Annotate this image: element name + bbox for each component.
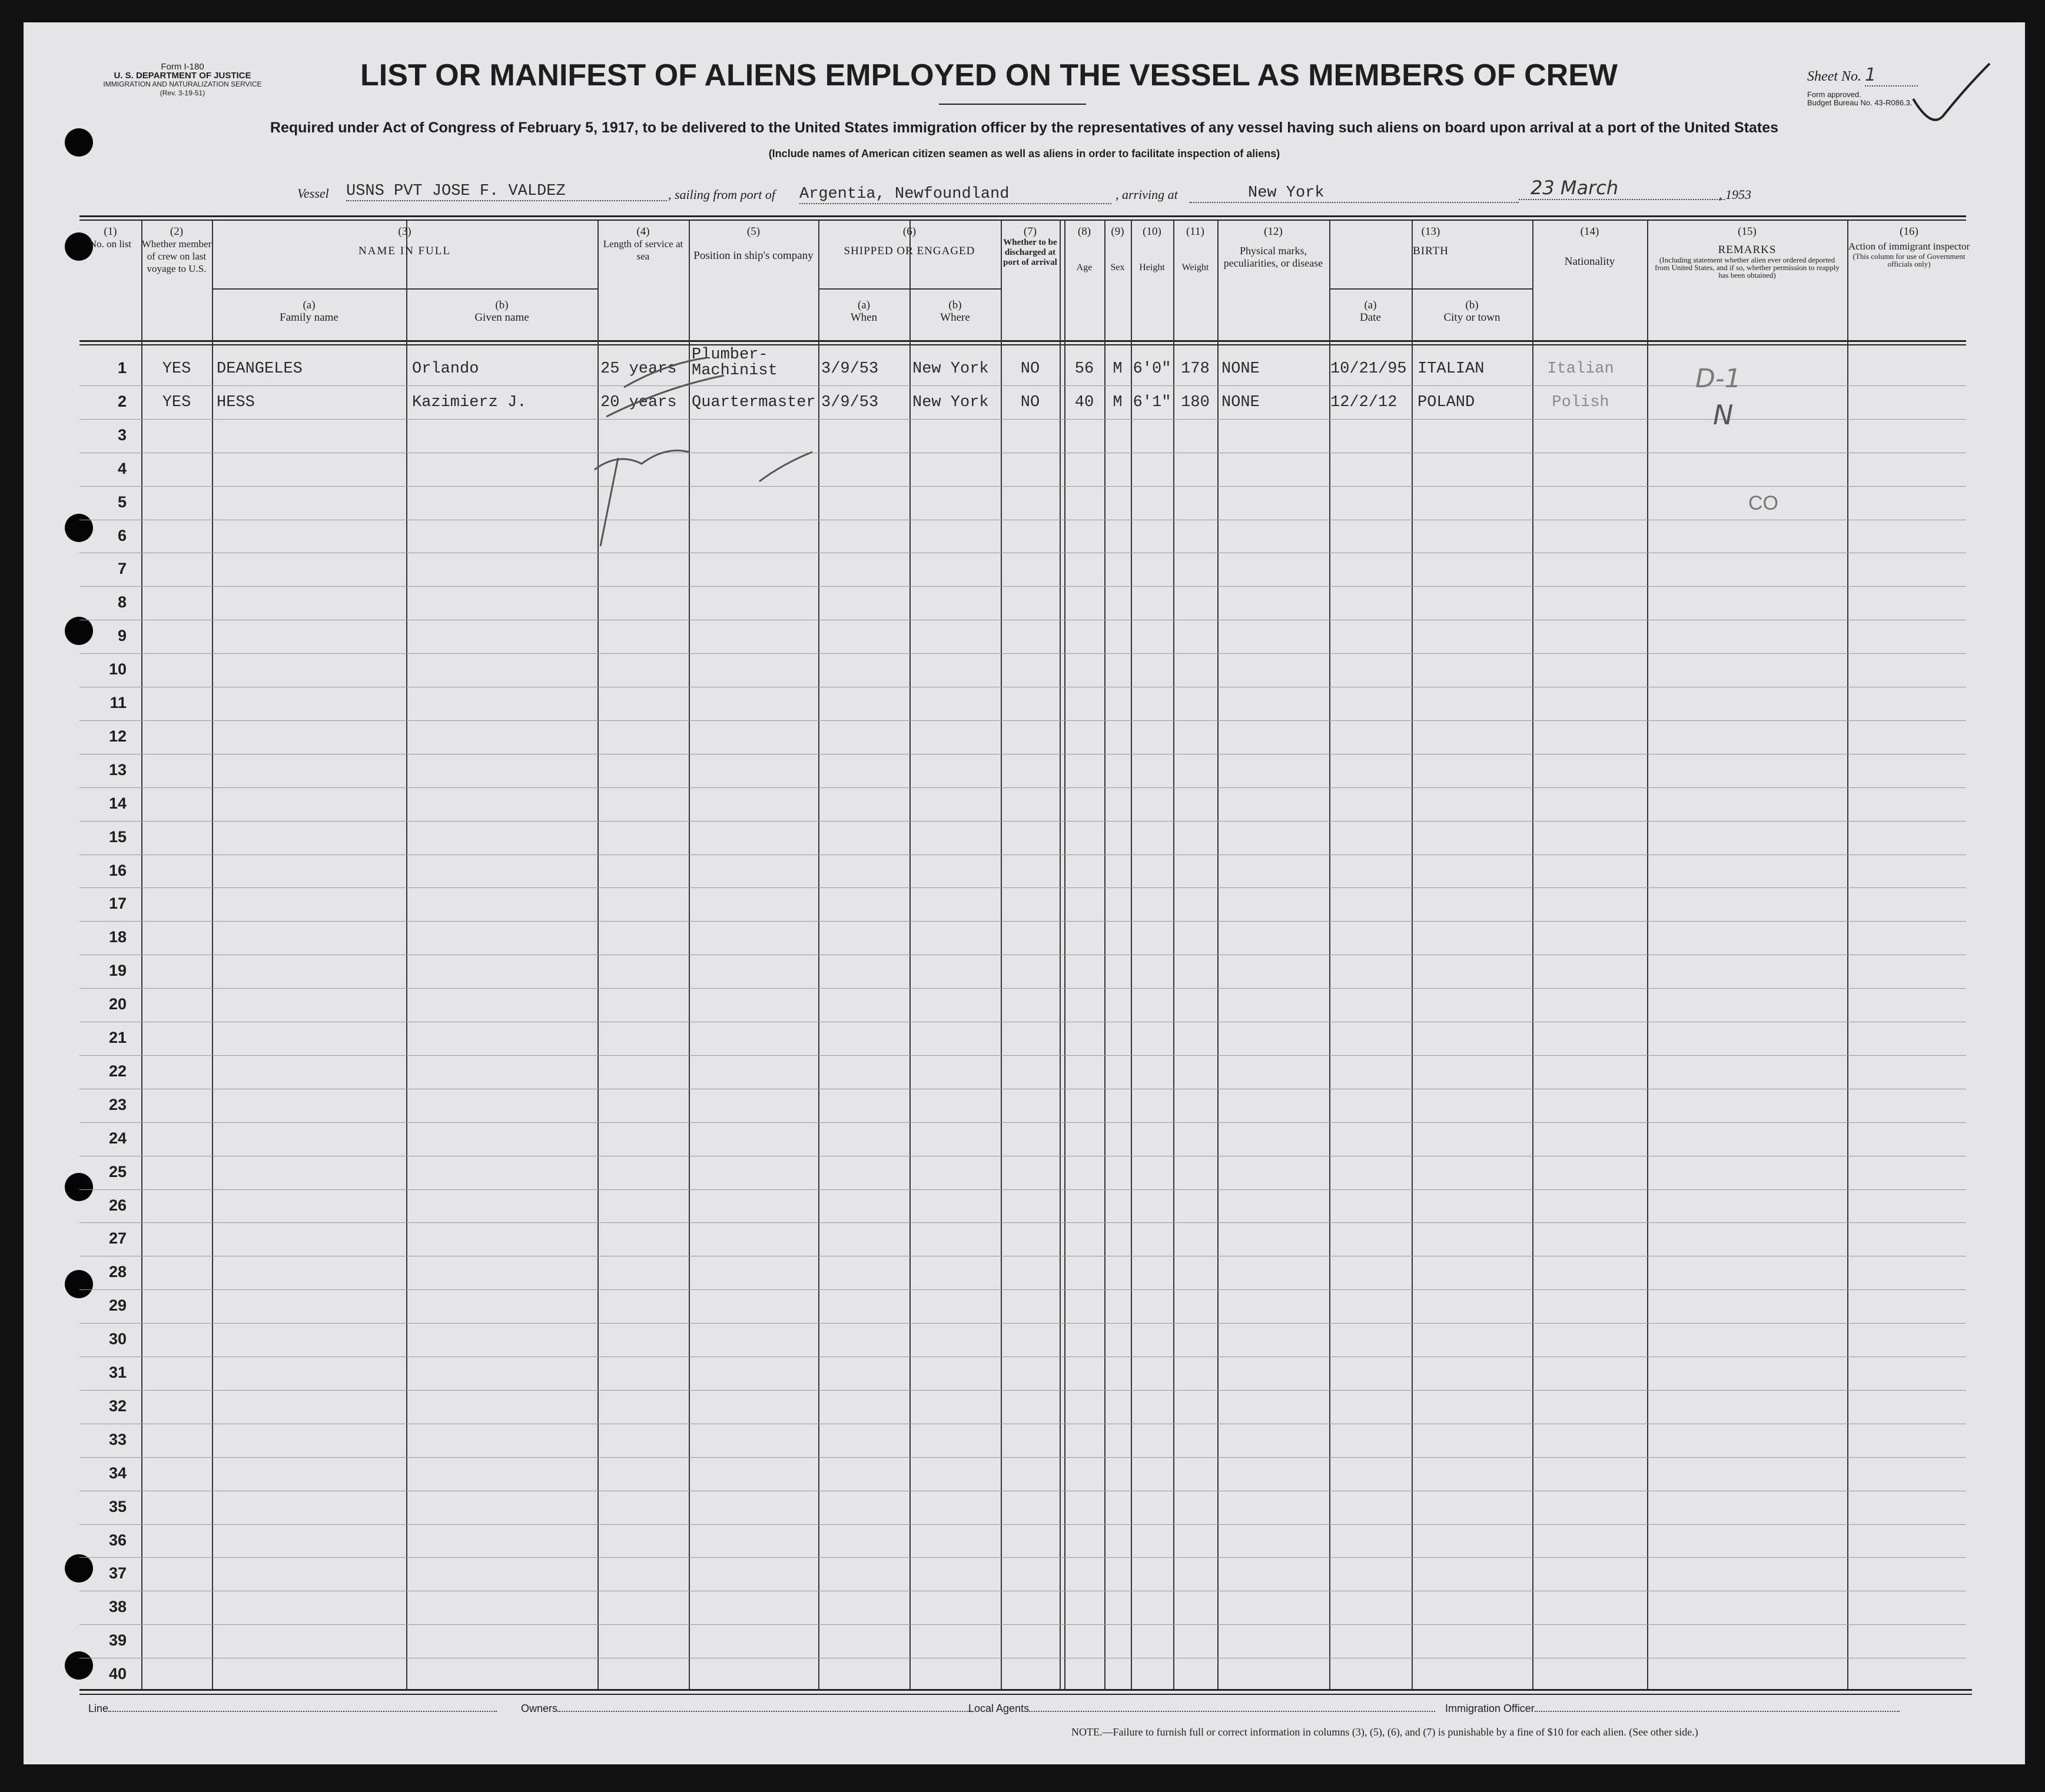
row-number: 37 bbox=[108, 1564, 127, 1582]
col8-header: (8) Age bbox=[1076, 225, 1093, 272]
row-rule bbox=[79, 1524, 1966, 1525]
row-rule bbox=[79, 887, 1966, 888]
footer-line: Line bbox=[88, 1703, 497, 1715]
vessel-label: Vessel bbox=[297, 186, 329, 201]
row-number: 36 bbox=[108, 1531, 127, 1549]
row-number: 35 bbox=[108, 1497, 127, 1515]
row-number: 32 bbox=[108, 1397, 127, 1415]
col3-header: (3) NAME IN FULL bbox=[358, 225, 451, 257]
row-number: 22 bbox=[108, 1062, 127, 1080]
cell-family-name: HESS bbox=[217, 393, 255, 411]
handwritten-remark-2: N bbox=[1713, 399, 1734, 431]
row-rule bbox=[79, 1222, 1966, 1223]
sheet-number-value: 1 bbox=[1865, 65, 1918, 87]
cell-marks: NONE bbox=[1221, 360, 1260, 378]
row-number: 39 bbox=[108, 1631, 127, 1650]
form-approval: Form approved. Budget Bureau No. 43-R086.3. bbox=[1807, 90, 1913, 107]
cell-nationality: Polish bbox=[1552, 393, 1609, 411]
cell-service: 25 years bbox=[600, 360, 677, 378]
arriving-label: , arriving at bbox=[1116, 187, 1178, 202]
cell-birth-city: ITALIAN bbox=[1417, 360, 1485, 378]
cell-sex: M bbox=[1113, 360, 1123, 378]
footer-note: NOTE.—Failure to furnish full or correct information in columns (3), (5), (6), and (7) is punishable by a fine of $10 for each alien. (See other side.) bbox=[1071, 1726, 1698, 1738]
row-number: 1 bbox=[117, 359, 127, 377]
row-number: 27 bbox=[108, 1229, 127, 1248]
col6b-header: (b) Where bbox=[940, 299, 970, 324]
cell-birth-date: 12/2/12 bbox=[1330, 393, 1397, 411]
row-rule bbox=[79, 921, 1966, 922]
row-number: 17 bbox=[108, 895, 127, 913]
subheader-rule bbox=[1329, 288, 1532, 290]
row-number: 40 bbox=[108, 1665, 127, 1683]
row-number: 10 bbox=[108, 660, 127, 679]
row-number: 16 bbox=[108, 861, 127, 879]
cell-age: 40 bbox=[1074, 393, 1094, 411]
subheader-rule bbox=[818, 288, 1001, 290]
row-number: 23 bbox=[108, 1095, 127, 1113]
row-number: 14 bbox=[108, 794, 127, 812]
cell-nationality: Italian bbox=[1547, 360, 1614, 378]
row-number: 2 bbox=[117, 392, 127, 410]
col6-header: (6) SHIPPED OR ENGAGED bbox=[844, 225, 975, 257]
cell-marks: NONE bbox=[1221, 393, 1260, 411]
row-number: 9 bbox=[117, 627, 127, 645]
cell-age: 56 bbox=[1074, 360, 1094, 378]
row-rule bbox=[79, 787, 1966, 788]
cell-where: New York bbox=[912, 393, 989, 411]
cell-sex: M bbox=[1113, 393, 1123, 411]
cell-last-voyage: YES bbox=[162, 393, 191, 411]
row-rule bbox=[79, 821, 1966, 822]
row-rule bbox=[79, 385, 1966, 386]
col9-header: (9) Sex bbox=[1110, 225, 1125, 272]
row-number: 25 bbox=[108, 1162, 127, 1181]
cell-last-voyage: YES bbox=[162, 360, 191, 378]
col5-header: (5) Position in ship's company bbox=[693, 225, 814, 262]
row-rule bbox=[79, 1457, 1966, 1458]
row-rule bbox=[79, 653, 1966, 654]
department: U. S. DEPARTMENT OF JUSTICE bbox=[114, 71, 251, 81]
row-number: 6 bbox=[117, 526, 127, 544]
row-rule bbox=[79, 1122, 1966, 1123]
col11-header: (11) Weight bbox=[1181, 225, 1209, 272]
handwritten-remark-1: D-1 bbox=[1695, 364, 1741, 394]
col13a-header: (a) Date bbox=[1360, 299, 1381, 324]
cell-service: 20 years bbox=[600, 393, 677, 411]
arriving-port: New York bbox=[1189, 184, 1519, 203]
row-number: 29 bbox=[108, 1296, 127, 1315]
row-rule bbox=[79, 1323, 1966, 1324]
row-number: 5 bbox=[117, 493, 127, 511]
revision: (Rev. 3-19-51) bbox=[160, 89, 205, 97]
vessel-name: USNS PVT JOSE F. VALDEZ bbox=[346, 182, 667, 201]
arrival-date: 23 March bbox=[1519, 177, 1725, 200]
row-number: 7 bbox=[117, 560, 127, 578]
row-rule bbox=[79, 486, 1966, 487]
cell-when: 3/9/53 bbox=[821, 393, 879, 411]
cell-where: New York bbox=[912, 360, 989, 378]
row-rule bbox=[79, 988, 1966, 989]
row-number: 34 bbox=[108, 1464, 127, 1482]
col10-header: (10) Height bbox=[1139, 225, 1165, 272]
service: IMMIGRATION AND NATURALIZATION SERVICE bbox=[103, 80, 262, 88]
col2-header: (2) Whether member of crew on last voyage to U.S. bbox=[141, 225, 212, 274]
sailing-port: Argentia, Newfoundland bbox=[799, 185, 1111, 204]
handwritten-scribble bbox=[571, 352, 818, 552]
row-rule bbox=[79, 1289, 1966, 1290]
row-number: 4 bbox=[117, 459, 127, 477]
col13b-header: (b) City or town bbox=[1443, 299, 1500, 324]
legal-notice: Required under Act of Congress of February 5, 1917, to be delivered to the United States immigration officer by the representatives of any vessel having such aliens on board upon arrival at a port of the United States bbox=[270, 119, 1779, 136]
col14-header: (14) Nationality bbox=[1564, 225, 1615, 268]
row-rule bbox=[79, 1624, 1966, 1625]
col6a-header: (a) When bbox=[850, 299, 878, 324]
sheet-number: Sheet No. 1 bbox=[1807, 65, 1918, 87]
cell-height: 6'1" bbox=[1133, 393, 1171, 411]
row-number: 24 bbox=[108, 1129, 127, 1147]
row-number: 19 bbox=[108, 962, 127, 980]
row-number: 13 bbox=[108, 760, 127, 779]
row-rule bbox=[79, 1055, 1966, 1056]
row-number: 8 bbox=[117, 593, 127, 611]
row-number: 3 bbox=[117, 425, 127, 444]
footer-immigration-officer: Immigration Officer bbox=[1445, 1703, 1900, 1715]
form-number: Form I-180 bbox=[161, 62, 204, 72]
cell-position: Plumber-Machinist bbox=[692, 346, 778, 380]
col16-header: (16) Action of immigrant inspector (This column for use of Government officials only) bbox=[1848, 225, 1970, 268]
row-number: 18 bbox=[108, 928, 127, 946]
arrival-year: , 1953 bbox=[1719, 187, 1751, 202]
col13-header: (13) BIRTH bbox=[1413, 225, 1449, 257]
cell-discharged: NO bbox=[1020, 360, 1040, 378]
row-number: 38 bbox=[108, 1598, 127, 1616]
row-number: 11 bbox=[109, 694, 127, 712]
row-rule bbox=[79, 1390, 1966, 1391]
cell-when: 3/9/53 bbox=[821, 360, 879, 378]
page-title: LIST OR MANIFEST OF ALIENS EMPLOYED ON THE VESSEL AS MEMBERS OF CREW bbox=[360, 58, 1618, 92]
cell-weight: 180 bbox=[1181, 393, 1210, 411]
include-notice: (Include names of American citizen seamen as well as aliens in order to facilitate inspection of aliens) bbox=[768, 148, 1280, 159]
cell-family-name: DEANGELES bbox=[217, 360, 303, 378]
footer-owners: Owners bbox=[521, 1703, 970, 1715]
col3b-header: (b) Given name bbox=[474, 299, 529, 324]
faint-stamp: CO bbox=[1748, 492, 1778, 514]
col12-header: (12) Physical marks, peculiarities, or disease bbox=[1223, 225, 1323, 269]
col4-header: (4) Length of service at sea bbox=[603, 225, 683, 262]
footer-local-agents: Local Agents bbox=[968, 1703, 1435, 1715]
cell-weight: 178 bbox=[1181, 360, 1210, 378]
cell-given-name: Kazimierz J. bbox=[412, 393, 527, 411]
row-number: 28 bbox=[108, 1263, 127, 1281]
manifest-grid bbox=[24, 22, 2025, 1764]
col7-header: (7) Whether to be discharged at port of arrival bbox=[1003, 225, 1057, 267]
row-number: 31 bbox=[108, 1364, 127, 1381]
row-number: 20 bbox=[108, 995, 127, 1013]
cell-discharged: NO bbox=[1020, 393, 1040, 411]
row-rule bbox=[79, 419, 1966, 420]
cell-given-name: Orlando bbox=[412, 360, 479, 378]
sailing-label: , sailing from port of bbox=[668, 187, 775, 202]
subheader-rule bbox=[212, 288, 597, 290]
row-number: 33 bbox=[108, 1430, 127, 1448]
row-number: 12 bbox=[108, 727, 127, 745]
row-rule bbox=[79, 1189, 1966, 1190]
row-number: 26 bbox=[108, 1196, 127, 1214]
cell-position: Quartermaster bbox=[692, 393, 816, 411]
cell-birth-city: POLAND bbox=[1417, 393, 1475, 411]
row-number: 21 bbox=[108, 1029, 127, 1046]
row-rule bbox=[79, 720, 1966, 721]
row-rule bbox=[79, 586, 1966, 587]
col15-header: (15) REMARKS (Including statement whether alien ever ordered deported from United States, and if so, whether permission to reapply has been obtained) bbox=[1655, 225, 1840, 280]
row-number: 15 bbox=[108, 827, 127, 846]
cell-birth-date: 10/21/95 bbox=[1330, 360, 1407, 378]
row-rule bbox=[79, 1557, 1966, 1558]
cell-height: 6'0" bbox=[1133, 360, 1171, 378]
row-number: 30 bbox=[108, 1330, 127, 1348]
col3a-header: (a) Family name bbox=[280, 299, 338, 324]
col1-header: (1) No. on list bbox=[89, 225, 132, 250]
manifest-sheet bbox=[24, 22, 2025, 1764]
